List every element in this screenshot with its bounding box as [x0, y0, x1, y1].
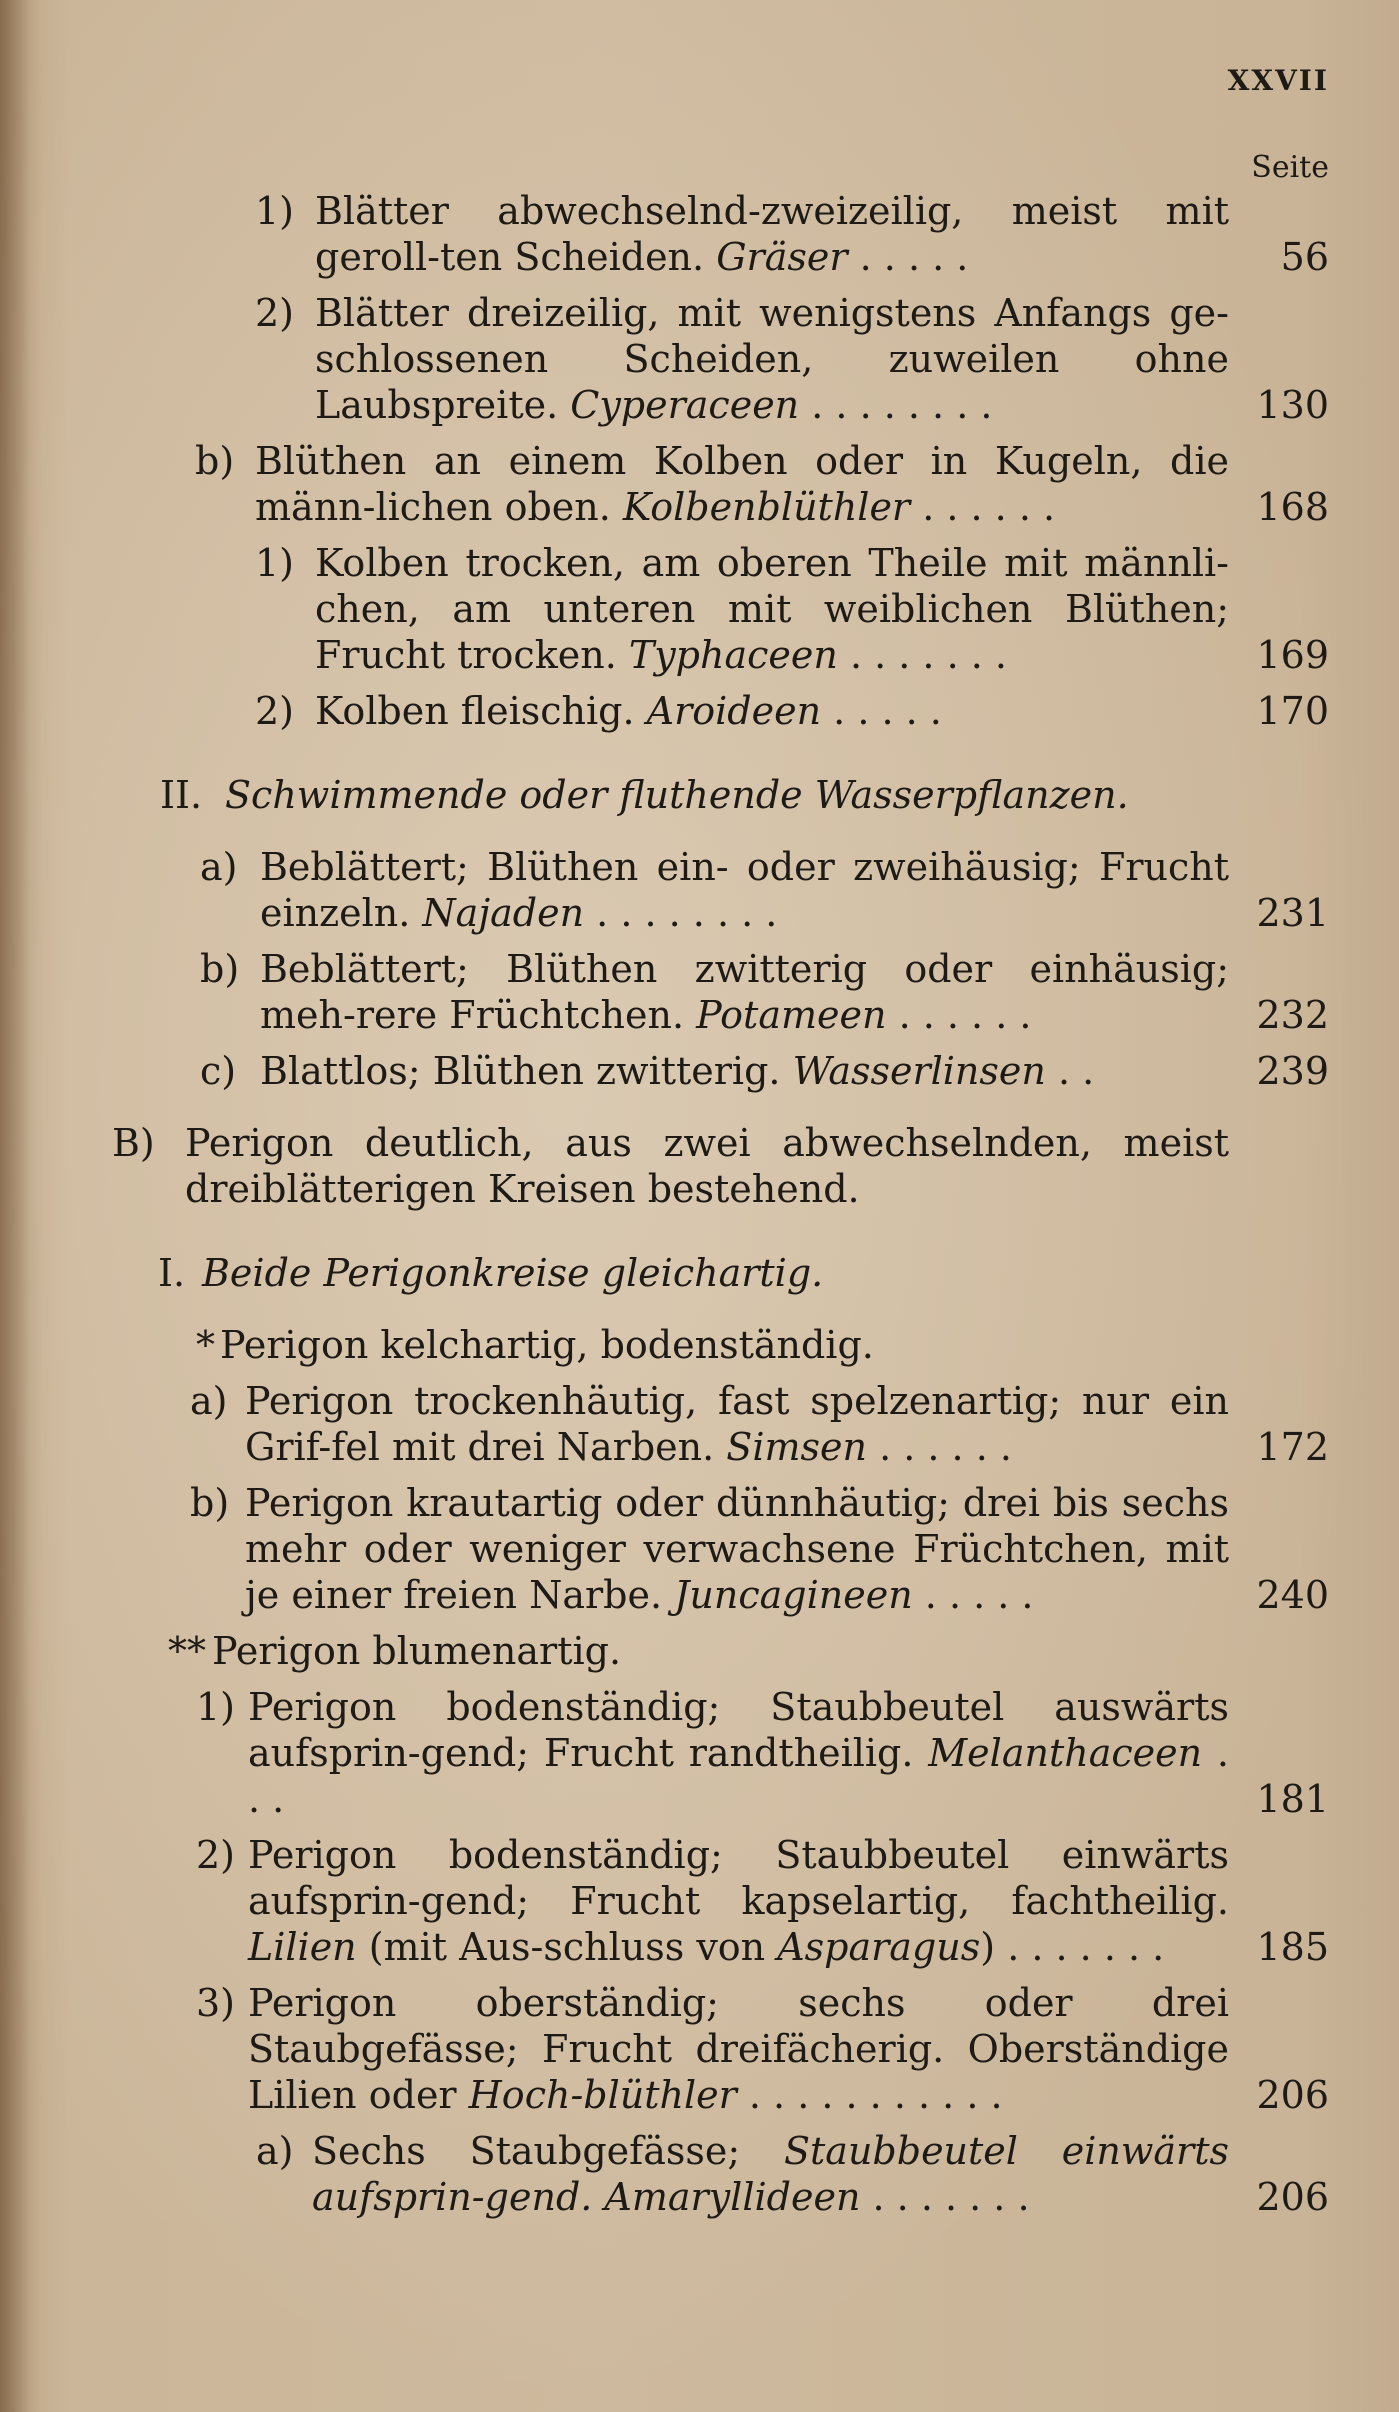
entry-simsen: [0, 1378, 1399, 1470]
subsection-kelchartig: [0, 1322, 1399, 1368]
entry-graeser: [0, 188, 1399, 280]
entry-marker: a): [190, 1379, 228, 1423]
entry-page-number: 239: [1256, 1049, 1329, 1093]
leader-dots: . . . . . . . .: [596, 891, 778, 935]
entry-wasserlinsen: [0, 1048, 1399, 1094]
entry-text: Kolben fleischig.: [315, 689, 647, 733]
section-marker: I.: [158, 1251, 186, 1295]
entry-family-name: Typhaceen: [628, 633, 838, 677]
section-heading-gleichartig: [0, 1250, 1399, 1296]
entry-page-number: 206: [1256, 2073, 1329, 2117]
entry-marker: 2): [255, 689, 295, 733]
entry-family-name: Melanthaceen: [928, 1731, 1203, 1775]
entry-marker: 2): [255, 291, 295, 335]
entry-marker: a): [200, 845, 238, 889]
entry-family-name: Aroideen: [646, 689, 822, 733]
leader-dots: . . . . .: [833, 689, 942, 733]
entry-page-number: 181: [1256, 1777, 1329, 1821]
entry-page-number: 168: [1256, 485, 1329, 529]
entry-page-number: 172: [1256, 1425, 1329, 1469]
entry-family-name: Lilien: [248, 1925, 357, 1969]
entry-page-number: 185: [1256, 1925, 1329, 1969]
entry-marker: b): [190, 1481, 230, 1525]
entry-aroideen: [0, 688, 1399, 734]
entry-text: Perigon bodenständig; Staubbeutel auswärts aufsprin-gend; Frucht randtheilig.: [248, 1685, 1229, 1775]
entry-text: Blüthen an einem Kolben oder in Kugeln, die männ-lichen oben.: [255, 439, 1229, 529]
entry-page-number: 240: [1256, 1573, 1329, 1617]
entry-typhaceen: [0, 540, 1399, 678]
entry-page-number: 56: [1280, 235, 1329, 279]
entry-cyperaceen: [0, 290, 1399, 428]
entry-marker: 1): [255, 189, 295, 233]
section-text: Perigon deutlich, aus zwei abwechselnden, meist dreiblätterigen Kreisen bestehend.: [185, 1121, 1229, 1211]
entry-text: Beblättert; Blüthen ein- oder zweihäusig; Frucht einzeln.: [260, 845, 1229, 935]
entry-kolbenbluethler: [0, 438, 1399, 530]
entry-family-name: Staubbeutel einwärts aufsprin-gend. Amaryllideen: [312, 2129, 1229, 2219]
entry-family-name: Najaden: [422, 891, 585, 935]
entry-page-number: 206: [1256, 2175, 1329, 2219]
entry-marker: c): [200, 1049, 237, 1093]
leader-dots: . . . . . . .: [849, 633, 1007, 677]
leader-dots: . . . . .: [924, 1573, 1034, 1617]
entry-marker: a): [256, 2129, 294, 2173]
entry-family-name: Gräser: [716, 235, 848, 279]
leader-dots: . . . . . . . . . . .: [748, 2073, 1003, 2117]
entry-potameen: [0, 946, 1399, 1038]
entry-family-name: Juncagineen: [674, 1573, 913, 1617]
subsection-marker: **: [168, 1629, 206, 1673]
section-heading-wasserpflanzen: [0, 772, 1399, 818]
entry-hochbluethler: [0, 1980, 1399, 2118]
entry-lilien: [0, 1832, 1399, 1970]
entry-family-name: Wasserlinsen: [792, 1049, 1046, 1093]
leader-dots: . . . . . . .: [872, 2175, 1030, 2219]
entry-page-number: 232: [1256, 993, 1329, 1037]
section-title: Schwimmende oder fluthende Wasserpflanzen.: [225, 773, 1129, 817]
leader-dots: . . . . . .: [922, 485, 1056, 529]
leader-dots: . . . . . . . .: [811, 383, 993, 427]
entry-family-name: Simsen: [726, 1425, 867, 1469]
section-marker: II.: [160, 773, 203, 817]
entry-amaryllideen: [0, 2128, 1399, 2220]
entry-text: Perigon trockenhäutig, fast spelzenartig; nur ein Grif-fel mit drei Narben.: [245, 1379, 1229, 1469]
section-marker: B): [112, 1121, 155, 1165]
subsection-blumenartig: [0, 1628, 1399, 1674]
entry-family-name: Potameen: [696, 993, 887, 1037]
entry-text: Kolben trocken, am oberen Theile mit männli-chen, am unteren mit weiblichen Blüthen; Frucht trocken.: [315, 541, 1229, 677]
entry-text: Perigon bodenständig; Staubbeutel einwärts aufsprin-gend; Frucht kapselartig, fachtheilig.: [248, 1833, 1229, 1923]
entry-melanthaceen: [0, 1684, 1399, 1822]
entry-family-name: Hoch-blüthler: [468, 2073, 737, 2117]
entry-page-number: 130: [1256, 383, 1329, 427]
entry-text: Blattlos; Blüthen zwitterig.: [260, 1049, 793, 1093]
leader-dots: . . . . .: [859, 235, 969, 279]
index-content: [0, 188, 1399, 2230]
subsection-marker: *: [196, 1323, 215, 1367]
section-title: Beide Perigonkreise gleichartig.: [202, 1251, 824, 1295]
entry-marker: b): [195, 439, 235, 483]
section-heading-perigon-deutlich: [0, 1120, 1399, 1212]
entry-text: Blätter dreizeilig, mit wenigstens Anfangs ge-schlossenen Scheiden, zuweilen ohne Laubspreite.: [315, 291, 1229, 427]
entry-text: Beblättert; Blüthen zwitterig oder einhäusig; meh-rere Früchtchen.: [260, 947, 1229, 1037]
entry-najaden: [0, 844, 1399, 936]
entry-marker: 1): [255, 541, 295, 585]
entry-text: Perigon oberständig; sechs oder drei Staubgefässe; Frucht dreifächerig. Oberständige Lilien oder: [248, 1981, 1229, 2117]
entry-juncagineen: [0, 1480, 1399, 1618]
entry-text: Perigon krautartig oder dünnhäutig; drei bis sechs mehr oder weniger verwachsene Früchtchen, mit je einer freien Narbe.: [245, 1481, 1229, 1617]
leader-dots: . .: [1057, 1049, 1095, 1093]
leader-dots: . . .: [248, 1731, 1229, 1821]
entry-text-closing: ): [980, 1925, 996, 1969]
seite-column-label: Seite: [1251, 150, 1329, 185]
entry-page-number: 231: [1256, 891, 1329, 935]
subsection-text: Perigon kelchartig, bodenständig.: [220, 1323, 874, 1367]
subsection-text: Perigon blumenartig.: [212, 1629, 622, 1673]
entry-family-name: Cyperaceen: [570, 383, 800, 427]
entry-marker: 1): [196, 1685, 236, 1729]
entry-family-name: Kolbenblüthler: [622, 485, 911, 529]
entry-genus-name: Asparagus: [777, 1925, 981, 1969]
entry-text: Blätter abwechselnd-zweizeilig, meist mit geroll-ten Scheiden.: [315, 189, 1229, 279]
entry-marker: 2): [196, 1833, 236, 1877]
leader-dots: . . . . . . .: [1007, 1925, 1165, 1969]
entry-page-number: 170: [1256, 689, 1329, 733]
leader-dots: . . . . . .: [898, 993, 1032, 1037]
leader-dots: . . . . . .: [879, 1425, 1012, 1469]
entry-text: Sechs Staubgefässe;: [312, 2129, 784, 2173]
entry-marker: b): [200, 947, 240, 991]
entry-marker: 3): [196, 1981, 236, 2025]
entry-page-number: 169: [1256, 633, 1329, 677]
entry-text-continued: (mit Aus-schluss von: [356, 1925, 778, 1969]
page-number: XXVII: [1227, 64, 1329, 97]
